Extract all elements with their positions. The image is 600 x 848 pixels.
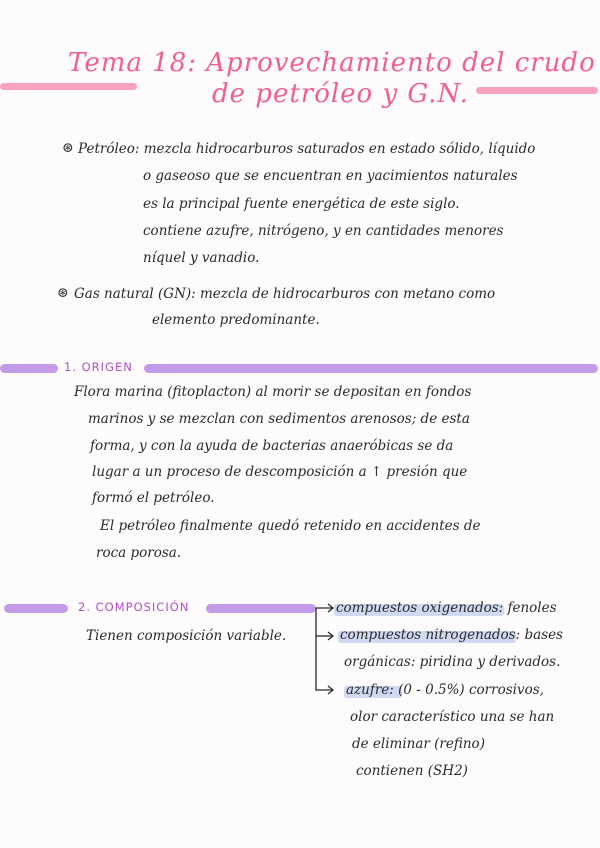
petroleo-line: Petróleo: mezcla hidrocarburos saturados en estado sólido, líquido (78, 141, 536, 157)
origen-line: lugar a un proceso de descomposición a ↑ presión que (92, 464, 468, 480)
composicion-branch-line: olor característico una se han (350, 709, 555, 725)
bullet-symbol-petroleo: ⊛ (62, 140, 74, 156)
gas-natural-line: elemento predominante. (152, 312, 320, 328)
section-heading-origen: 1. ORIGEN (64, 360, 133, 374)
gas-natural-line: Gas natural (GN): mezcla de hidrocarburos con metano como (74, 286, 496, 302)
origen-line: El petróleo finalmente quedó retenido en accidentes de (100, 518, 481, 534)
composicion-branch-line: compuestos oxigenados: fenoles (336, 600, 557, 616)
composicion-branch-line: azufre: (0 - 0.5%) corrosivos, (346, 682, 544, 698)
origen-line: marinos y se mezclan con sedimentos arenosos; de esta (88, 411, 470, 427)
petroleo-line: contiene azufre, nitrógeno, y en cantidades menores (143, 223, 504, 239)
composicion-branch-line: de eliminar (refino) (352, 736, 485, 752)
composicion-branch-line: orgánicas: piridina y derivados. (344, 654, 561, 670)
section-heading-composicion: 2. COMPOSICIÓN (78, 600, 190, 614)
origen-line: formó el petróleo. (92, 490, 215, 506)
composicion-branch-line: contienen (SH2) (356, 763, 468, 779)
composicion-intro: Tienen composición variable. (86, 628, 287, 644)
petroleo-line: níquel y vanadio. (143, 250, 260, 266)
origen-line: roca porosa. (96, 545, 182, 561)
origen-line: forma, y con la ayuda de bacterias anaeróbicas se da (90, 438, 454, 454)
petroleo-line: o gaseoso que se encuentran en yacimientos naturales (143, 168, 518, 184)
page-title-line2: de petróleo y G.N. (212, 79, 469, 109)
origen-line: Flora marina (fitoplacton) al morir se depositan en fondos (74, 384, 472, 400)
composicion-branch-line: compuestos nitrogenados: bases (340, 627, 563, 643)
page-title-line1: Tema 18: Aprovechamiento del crudo (68, 48, 596, 78)
bullet-symbol-gas-natural: ⊛ (57, 285, 69, 301)
petroleo-line: es la principal fuente energética de este siglo. (143, 196, 460, 212)
